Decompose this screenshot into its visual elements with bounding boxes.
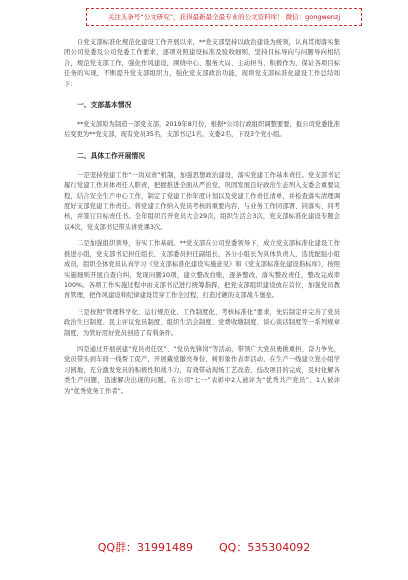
section-heading-work-progress: 二、具体工作开展情况 (77, 151, 145, 160)
work-paragraph-1: 一是坚持党建工作“一岗双责”机制，加强思想政治建设，落实党建工作基本责任。党支部书记履行党建工作具体责任人职责，把握推进全面从严治党，巩固发展良好政治生态列入支委会重要议程，结合安全生产中心工作，制定了党建工作年度计划以及党建工作责任清单，并检查落实清理调度好支部党建工作责任。将党建工作纳入党员考核的重要内容，与业务工作同部署、同落实、同考核，并签订目标责任书。全年组织召开党员大会29次，组织生活会3次，党支部标准化建设专题会议4次，党支部书记带头讲党课3次。 (64, 171, 340, 231)
document-body (64, 38, 340, 397)
qq-group-number: QQ群：31991489 (97, 541, 193, 554)
work-paragraph-3: 三是按照“管理科学化、运行规范化、工作制度化、考核标准化”要求，先后制定并完善了党员政治生日制度、民主评议党员制度、组织生活会制度、党费收缴制度、谈心谈话制度等一系列规章制度，为管好用好党员创造了有利条件。 (64, 308, 340, 337)
work-paragraph-4: 四是通过开展创建“党员责任区”、“党员先锋岗”等活动，带领广大党员勇挑重担、奋力争先，党员带头到车间一线帮工促产，开展戴党徽亮身份、树形象作表率活动，在生产一线建立党小组学习园地，充分激发党员的积极性和战斗力，有效带动现场工艺改造、技改项目的完成，及时化解各类生产问题，迅速解决出现的问题。在公司“七一”表彰中2人被评为“优秀共产党员”、1人被评为“优秀党务工作者”。 (64, 345, 340, 395)
section-heading-basic-info: 一、支部基本情况 (77, 101, 132, 110)
work-paragraph-2: 二是加强组织领导，夯实工作基础。**党支部在公司党委领导下，成立党支部标准化建设工作推进小组，党支部书记担任组长，支部委员担任副组长，各分小组长为具体负责人，选优配强小组成员，组织全体党员认真学习《党支部标准化建设实施意见》和《党支部标准化建设指标库》，按照实施细则开展自查自纠，发现问题10项，建立整改台账，逐条整改，落实整改责任，整改完成率100%。各项工作实施过程中由支部书记进行统筹指挥，把党支部组织建设放在首位，加强党员教育管理，把作风建设和纪律建设贯穿工作全过程，打造过硬的支部战斗堡垒。 (64, 240, 340, 300)
qq-number: QQ：535304092 (219, 541, 311, 554)
basic-info-paragraph: **党支部原为制造一部党支部，2019年8月份，根据*公司行政组织调整要要，报公司党委批准后变更为**党支部，现有党员35名，支部书记1名，支委2名，下设3个党小组。 (64, 121, 340, 139)
intro-paragraph: 自党支部标准化规范化建设工作开展以来，**党支部坚持以政治建设为统领，认真贯彻落实集团公司党委及公司党委工作要求，逐项对照建设标准及验收细则，坚持目标导向与问题导向相结合，规范党支部工作，强化作风建设，围绕中心、服务大局、主动担当、积极作为，保证各项目标任务的实现，不断提升党支部组织力，强化党支部政治功能，现将党支部标准化建设工作总结如下： (64, 39, 340, 88)
wechat-promo-banner: 关注头条号“公文研究”，获得最新最全最专业的公文资料库！ 微信：gongwenzj (86, 8, 362, 26)
contact-footer (0, 539, 408, 555)
